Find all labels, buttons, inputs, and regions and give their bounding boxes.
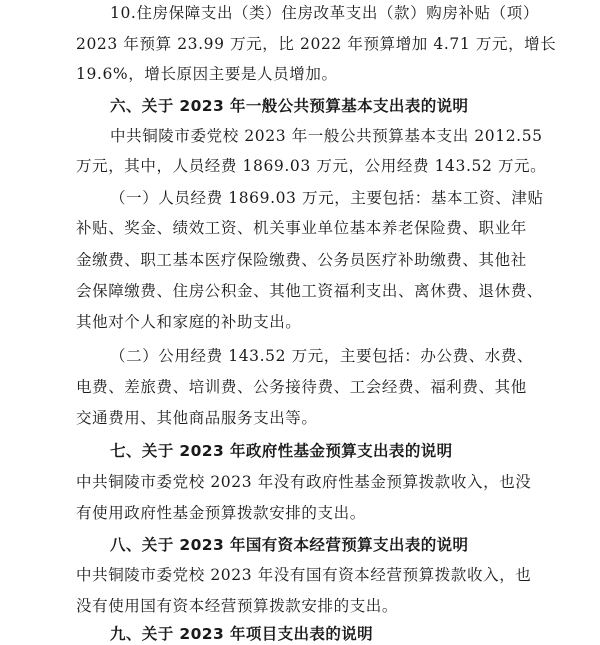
personnel-line-1: （一）人员经费 1869.03 万元，主要包括：基本工资、津贴 xyxy=(110,189,544,207)
personnel-line-3: 金缴费、职工基本医疗保险缴费、公务员医疗补助缴费、其他社 xyxy=(76,251,527,269)
personnel-line-4: 会保障缴费、住房公积金、其他工资福利支出、离休费、退休费、 xyxy=(76,282,543,300)
section-8-line-1: 中共铜陵市委党校 2023 年没有国有资本经营预算拨款收入，也 xyxy=(76,566,532,584)
item-10-line-1: 2023 年预算 23.99 万元，比 2022 年预算增加 4.71 万元，增长 xyxy=(76,35,557,53)
public-expense-line-1: （二）公用经费 143.52 万元，主要包括：办公费、水费、 xyxy=(110,347,534,365)
item-10-line-2: 19.6%，增长原因主要是人员增加。 xyxy=(76,65,338,83)
section-6-intro-line-2: 万元，其中，人员经费 1869.03 万元，公用经费 143.52 万元。 xyxy=(76,157,547,175)
public-expense-line-3: 交通费用、其他商品服务支出等。 xyxy=(76,409,318,427)
personnel-line-5: 其他对个人和家庭的补助支出。 xyxy=(76,313,302,331)
section-7-line-2: 有使用政府性基金预算拨款安排的支出。 xyxy=(76,504,366,522)
section-6-intro-line-1: 中共铜陵市委党校 2023 年一般公共预算基本支出 2012.55 xyxy=(110,127,543,145)
public-expense-line-2: 电费、差旅费、培训费、公务接待费、工会经费、福利费、其他 xyxy=(76,378,527,396)
section-8-heading: 八、关于 2023 年国有资本经营预算支出表的说明 xyxy=(110,536,469,554)
item-10-heading: 10.住房保障支出（类）住房改革支出（款）购房补贴（项） xyxy=(110,4,539,22)
section-8-line-2: 没有使用国有资本经营预算拨款安排的支出。 xyxy=(76,597,399,615)
section-9-heading: 九、关于 2023 年项目支出表的说明 xyxy=(110,625,374,643)
section-7-line-1: 中共铜陵市委党校 2023 年没有政府性基金预算拨款收入，也没 xyxy=(76,473,532,491)
section-6-heading: 六、关于 2023 年一般公共预算基本支出表的说明 xyxy=(110,97,469,115)
personnel-line-2: 补贴、奖金、绩效工资、机关事业单位基本养老保险费、职业年 xyxy=(76,219,527,237)
section-7-heading: 七、关于 2023 年政府性基金预算支出表的说明 xyxy=(110,442,453,460)
